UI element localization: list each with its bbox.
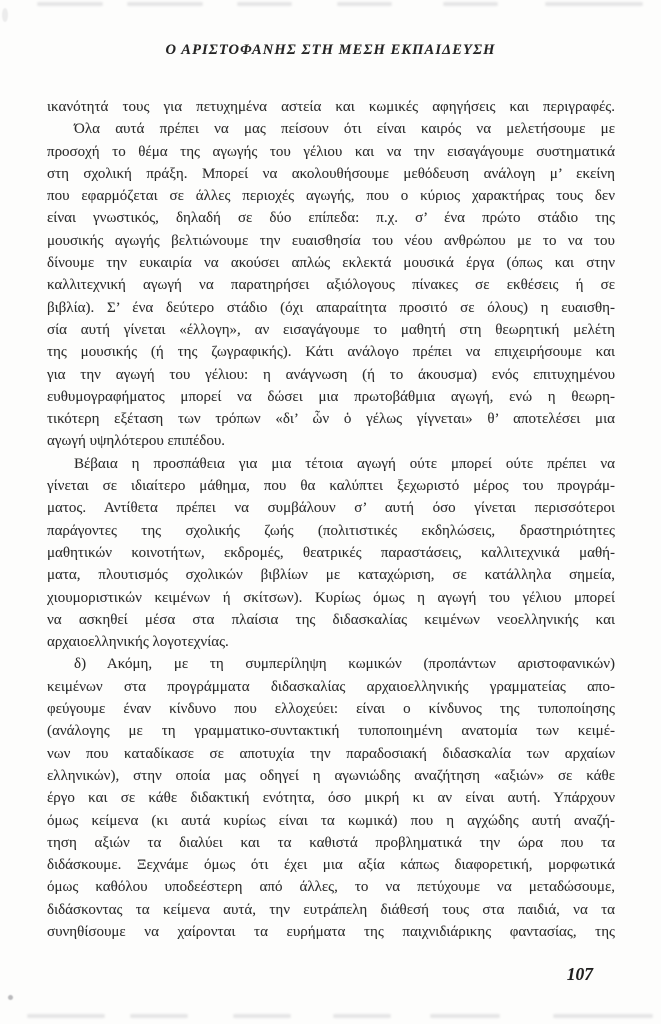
scan-artifact — [443, 2, 498, 6]
text-line: ικανότητά τους για πετυχημένα αστεία και κωμικές αφηγήσεις και περιγραφές. — [47, 99, 615, 115]
text-line: σία αυτή γίνεται «έλλογη», αν εισαγάγουμε το μαθητή στη θεωρητική μελέτη — [47, 321, 615, 338]
text-line: της μουσικής (ή της ζωγραφικής). Κάτι ανάλογο πρέπει να επιχειρήσουμε και — [47, 344, 615, 361]
paragraph — [47, 453, 615, 654]
scan-artifact — [545, 2, 643, 6]
text-line: να ασκηθεί μέσα στα πλαίσια της διδασκαλίας κειμένων νεοελληνικής και — [47, 611, 615, 628]
scan-artifact — [2, 8, 8, 22]
text-line: ματα, πλουτισμός σχολικών βιβλίων με καταχώριση, σε κατάλληλα σημεία, — [47, 567, 615, 584]
text-line: όμως καθόλου υποδεέστερη από άλλες, το να πετύχουμε να μεταδώσουμε, — [47, 879, 615, 896]
text-line: ευθυμογραφήματος μπορεί να δώσει μια πρωτοβάθμια αγωγή, ενώ η θεωρη- — [47, 388, 615, 405]
text-line: όμως κείμενα (κι αυτά κυρίως είναι τα κωμικά) που η αγχώδης αυτή αναζή- — [47, 812, 615, 829]
text-line: που εφαρμόζεται σε άλλες περιοχές αγωγής, που ο κύριος χαρακτήρας τους δεν — [47, 188, 615, 205]
text-line: κειμένων στα προγράμματα διδασκαλίας αρχαιοελληνικής γραμματείας απο- — [47, 678, 615, 695]
scan-artifact — [37, 2, 103, 6]
text-line: έργο και σε κάθε διδακτική ενότητα, όσο μικρή κι αν είναι αυτή. Υπάρχουν — [47, 790, 615, 807]
text-line: διδάσκουμε. Ξεχνάμε όμως ότι έχει μια αξία κάπως διαφορετική, μορφωτικά — [47, 857, 615, 874]
page-number: 107 — [566, 964, 593, 984]
text-line: για την αγωγή του γέλιου: η ανάγνωση (ή το άκουσμα) ενός επιτυχημένου — [47, 366, 615, 383]
text-line: μουσικής αγωγής βελτιώνουμε την ευαισθησία του νέου ανθρώπου με το να του — [47, 232, 615, 249]
text-line: μαθητικών κοινοτήτων, εκδρομές, θεατρικές παραστάσεις, καλλιτεχνικά μαθή- — [47, 544, 615, 561]
text-line: αρχαιοελληνικής λογοτεχνίας. — [47, 634, 229, 651]
text-line: (ανάλογης με τη γραμματικο-συντακτική τυποποιημένη ανατομία των κειμέ- — [47, 723, 615, 740]
scan-artifact — [130, 1014, 188, 1018]
scan-artifact — [430, 1014, 500, 1018]
text-line: νων που καταδίκασε σε αποτυχία την παραδοσιακή διδασκαλία των αρχαίων — [47, 745, 615, 762]
text-line: στη σχολική πράξη. Μπορεί να ακολουθήσουμε μεθόδευση ανάλογη μ’ εκείνη — [47, 165, 615, 182]
text-line: τηση αξιών τα διαλύει και τα καθιστά προβληματικά την ώρα που τα — [47, 834, 615, 851]
paragraph — [47, 118, 615, 452]
text-line: παράγοντες της σχολικής ζωής (πολιτιστικές εκδηλώσεις, δραστηριότητες — [47, 522, 615, 539]
scan-artifact — [237, 2, 292, 6]
scan-artifact — [233, 1014, 291, 1018]
scan-artifact — [553, 1014, 653, 1018]
text-line: Όλα αυτά πρέπει να μας πείσουν ότι είναι καιρός να μελετήσουμε με — [74, 121, 615, 138]
text-line: ελληνικών), στην οποία μας οδηγεί η αγωνιώδης αναζήτηση «αξιών» σε κάθε — [47, 767, 615, 784]
text-line: τικότερη εξέταση των τρόπων «δι’ ὧν ὁ γέλως γίγνεται» θ’ αποτελέσει μια — [47, 411, 615, 428]
scan-artifact — [333, 1014, 391, 1018]
text-line: καλλιτεχνική αγωγή να παρατηρήσει αξιόλογους πίνακες σε εκθέσεις ή σε — [47, 277, 615, 294]
scan-artifact — [337, 2, 392, 6]
text-line: δ) Ακόμη, με τη συμπερίληψη κωμικών (προπάντων αριστοφανικών) — [74, 656, 615, 673]
text-line: γίνεται σε ιδιαίτερο μάθημα, που θα καλύπτει ξεχωριστό μέρος του προγράμ- — [47, 478, 615, 495]
text-line: ματος. Αντίθετα πρέπει να συμβάλουν σ’ αυτή όσο γίνεται περισσότεροι — [47, 500, 615, 517]
text-line: διδάσκοντας τα κείμενα αυτά, την ευτράπελη διάθεσή τους στα παιδιά, να τα — [47, 901, 615, 918]
text-line: προσοχή το θέμα της αγωγής του γέλιου και να την εισαγάγουμε συστηματικά — [47, 143, 615, 160]
running-header: Ο ΑΡΙΣΤΟΦΑΝΗΣ ΣΤΗ ΜΕΣΗ ΕΚΠΑΙΔΕΥΣΗ — [165, 42, 496, 58]
scan-artifact — [127, 2, 203, 6]
text-line: Βέβαια η προσπάθεια για μια τέτοια αγωγή ούτε μπορεί ούτε πρέπει να — [74, 455, 615, 472]
text-line: είναι γνωστικός, δηλαδή σε δύο επίπεδα: π.χ. σ’ ένα πρώτο στάδιο της — [47, 210, 615, 227]
text-line: βιβλία). Σ’ ένα δεύτερο στάδιο (όχι απαραίτητα προσιτό σε όλους) η ευαισθη- — [47, 299, 615, 316]
paragraph — [47, 653, 615, 943]
text-line: χιουμοριστικών κειμένων ή σκίτσων). Κυρίως όμως η αγωγή του γέλιου μπορεί — [47, 589, 615, 606]
text-line: δίνουμε την ευκαιρία να ακούσει απλώς εκλεκτά μουσικά έργα (όπως και στην — [47, 255, 615, 272]
scan-artifact — [27, 1014, 105, 1018]
text-line: φεύγουμε έναν κίνδυνο που ελλοχεύει: είναι ο κίνδυνος της τυποποίησης — [47, 701, 615, 718]
paragraph — [47, 96, 615, 118]
body-text — [47, 96, 615, 943]
text-line: αγωγή υψηλότερου επιπέδου. — [47, 433, 226, 450]
text-line: συνηθίσουμε να χαίρονται τα ευρήματα της παιχνιδιάρικης φαντασίας, της — [47, 923, 615, 940]
scan-artifact — [8, 995, 13, 1000]
